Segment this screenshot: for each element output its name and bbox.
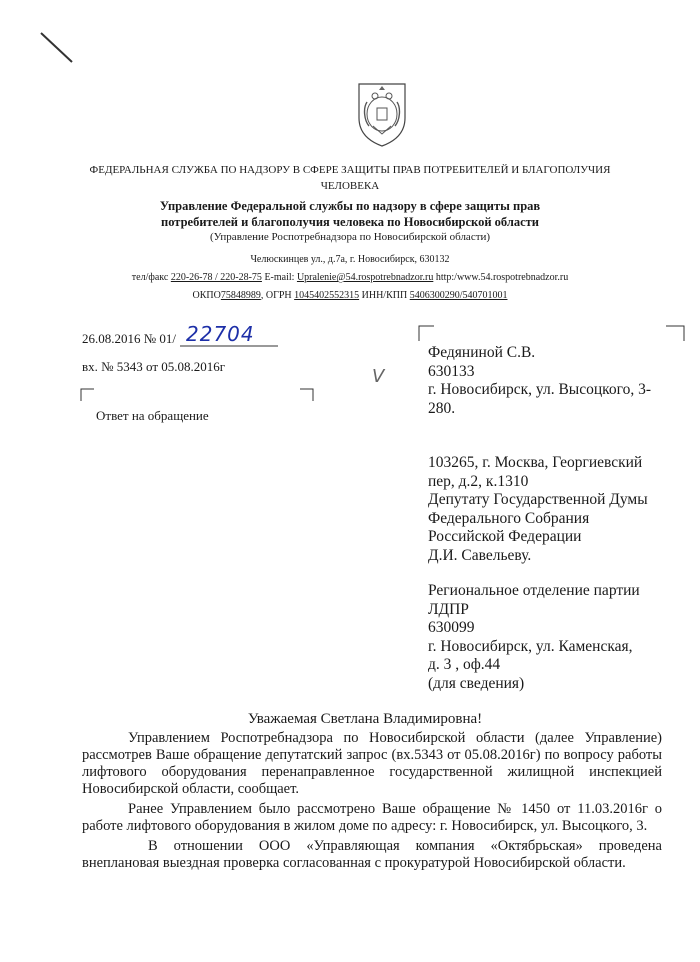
recipient-line: Федяниной С.В. bbox=[428, 344, 536, 361]
department-name-line1: Управление Федеральной службы по надзору в сфере защиты прав bbox=[159, 199, 541, 213]
recipient-line: 103265, г. Москва, Георгиевский bbox=[428, 454, 643, 471]
contact-line bbox=[0, 272, 700, 283]
website-link[interactable]: http:/www.54.rospotrebnadzor.ru bbox=[433, 272, 569, 283]
recipient-line: (для сведения) bbox=[428, 674, 525, 692]
number-underline bbox=[180, 344, 280, 348]
email-label: E-mail: bbox=[261, 272, 297, 283]
recipient-block-2 bbox=[428, 454, 690, 565]
agency-name-line2: ЧЕЛОВЕКА bbox=[320, 180, 380, 192]
recipient-line: Депутату Государственной Думы bbox=[428, 491, 648, 508]
letter-body bbox=[82, 730, 662, 872]
recipient-line: Региональное отделение партии bbox=[428, 582, 640, 599]
pen-stroke-mark bbox=[38, 30, 78, 66]
incoming-reference: вх. № 5343 от 05.08.2016г bbox=[82, 359, 226, 374]
email-link[interactable]: Upralenie@54.rospotrebnadzor.ru bbox=[296, 272, 434, 283]
letter-date-number: 26.08.2016 № 01/ bbox=[82, 331, 177, 346]
ogrn-label: , ОГРН bbox=[260, 290, 295, 301]
recipient-line: Д.И. Савельеву. bbox=[428, 546, 532, 564]
ogrn-value: 1045402552315 bbox=[294, 290, 360, 301]
phone-numbers: 220-26-78 / 220-28-75 bbox=[170, 272, 262, 283]
recipient-line: 630099 bbox=[428, 619, 475, 636]
okpo-label: ОКПО bbox=[192, 290, 221, 301]
contact-prefix: тел/факс bbox=[131, 272, 171, 283]
recipient-line: г. Новосибирск, ул. Высоцкого, 3- bbox=[428, 381, 652, 398]
recipient-line: д. 3 , оф.44 bbox=[428, 656, 501, 673]
okpo-value: 75848989 bbox=[220, 290, 261, 301]
coat-of-arms-emblem bbox=[355, 80, 409, 148]
registration-codes bbox=[0, 290, 700, 301]
handwritten-letter-number: 22704 bbox=[186, 322, 255, 346]
recipient-line: 280. bbox=[428, 399, 456, 417]
recipient-block-3 bbox=[428, 582, 690, 693]
body-paragraph-3: В отношении ООО «Управляющая компания «Октябрьская» проведена внеплановая выездная проверка согласованная с прокуратурой Новосибирской области. bbox=[82, 838, 662, 871]
department-short-name: (Управление Роспотребнадзора по Новосибирской области) bbox=[209, 231, 491, 243]
department-name-line2: потребителей и благополучия человека по Новосибирской области bbox=[161, 215, 539, 229]
recipient-line: 630133 bbox=[428, 362, 475, 380]
agency-name-line1: ФЕДЕРАЛЬНАЯ СЛУЖБА ПО НАДЗОРУ В СФЕРЕ ЗАЩИТЫ ПРАВ ПОТРЕБИТЕЛЕЙ И БЛАГОПОЛУЧИЯ bbox=[89, 164, 611, 176]
check-mark: V bbox=[372, 366, 385, 387]
recipient-line: Российской Федерации bbox=[428, 528, 582, 545]
letter-greeting: Уважаемая Светлана Владимировна! bbox=[247, 711, 483, 727]
subject-corner-marks bbox=[80, 388, 320, 402]
recipient-line: г. Новосибирск, ул. Каменская, bbox=[428, 637, 633, 655]
body-paragraph-1: Управлением Роспотребнадзора по Новосибирской области (далее Управление) рассмотрев Ваше обращение депутатский запрос (вх.5343 от 05.08.2016г) по вопросу работы лифтового оборудования перенаправленное государственной жилищной инспекцией Новосибирской области, сообщает. bbox=[82, 730, 662, 797]
recipient-corner-marks bbox=[418, 325, 688, 343]
recipient-block-1 bbox=[428, 344, 690, 418]
department-address: Челюскинцев ул., д.7а, г. Новосибирск, 630132 bbox=[250, 254, 450, 265]
body-paragraph-2: Ранее Управлением было рассмотрено Ваше обращение № 1450 от 11.03.2016г о работе лифтового оборудования в жилом доме по адресу: г. Новосибирск, ул. Высоцкого, 3. bbox=[82, 801, 662, 834]
letter-subject: Ответ на обращение bbox=[96, 408, 209, 423]
recipient-line: пер, д.2, к.1310 bbox=[428, 472, 529, 490]
recipient-line: Федерального Собрания bbox=[428, 509, 590, 527]
inn-label: ИНН/КПП bbox=[359, 290, 410, 301]
recipient-line: ЛДПР bbox=[428, 600, 469, 618]
inn-value: 5406300290/540701001 bbox=[409, 290, 508, 301]
